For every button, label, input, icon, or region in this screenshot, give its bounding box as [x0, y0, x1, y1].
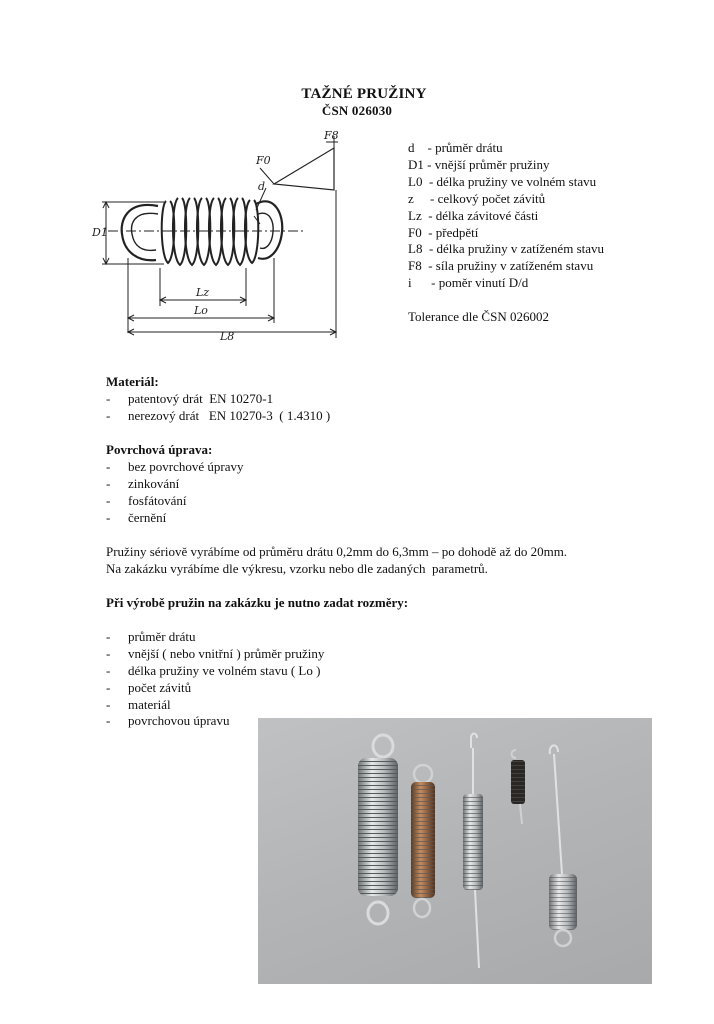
list-item: [106, 510, 244, 527]
list-item: [106, 680, 408, 697]
list-item: [106, 629, 408, 646]
bullet: -: [106, 713, 111, 729]
order-item: povrchovou úpravu: [128, 713, 230, 729]
legend-item: i - poměr vinutí D/d: [408, 275, 529, 291]
surface-item: fosfátování: [128, 492, 187, 508]
bullet: -: [106, 390, 111, 406]
label-d1: D1: [92, 226, 108, 239]
label-f0: F0: [256, 154, 271, 167]
standard-code: ČSN 026030: [321, 103, 393, 118]
order-heading: Při výrobě pružin na zakázku je nutno zadat rozměry:: [106, 595, 409, 610]
list-item: [106, 459, 244, 476]
material-item: nerezový drát EN 10270-3 ( 1.4310 ): [128, 407, 331, 423]
material-section: [106, 374, 330, 425]
list-item: [106, 663, 408, 680]
surface-section: [106, 442, 244, 527]
legend-item: z - celkový počet závitů: [408, 190, 546, 206]
label-l8: L8: [220, 330, 235, 343]
order-item: délka pružiny ve volném stavu ( Lo ): [128, 662, 321, 678]
symbol-legend: [408, 140, 604, 326]
list-item: [106, 493, 244, 510]
order-item: vnější ( nebo vnitřní ) průměr pružiny: [128, 645, 325, 661]
legend-item: Lz - délka závitové části: [408, 207, 539, 223]
order-item: počet závitů: [128, 679, 192, 695]
bullet: -: [106, 475, 111, 491]
spring-drawing: [88, 128, 358, 343]
legend-item: d - průměr drátu: [408, 140, 503, 155]
list-item: [106, 391, 330, 408]
production-section: [106, 544, 567, 578]
material-item: patentový drát EN 10270-1: [128, 390, 274, 406]
bullet: -: [106, 679, 111, 695]
label-d: d: [258, 180, 266, 193]
list-item: [106, 476, 244, 493]
label-lz: Lz: [196, 286, 210, 299]
label-f8: F8: [324, 129, 339, 142]
list-item: [106, 646, 408, 663]
surface-heading: Povrchová úprava:: [106, 442, 213, 457]
legend-item: D1 - vnější průměr pružiny: [408, 156, 550, 172]
bullet: -: [106, 509, 111, 525]
bullet: -: [106, 458, 111, 474]
order-item: materiál: [128, 696, 171, 712]
legend-item: L0 - délka pružiny ve volném stavu: [408, 173, 597, 189]
title-block: [0, 86, 714, 119]
legend-item: L8 - délka pružiny v zatíženém stavu: [408, 241, 605, 257]
label-lo: Lo: [194, 304, 208, 317]
surface-item: bez povrchové úpravy: [128, 458, 244, 474]
legend-item: F0 - předpětí: [408, 224, 479, 240]
list-item: [106, 408, 330, 425]
order-section: [106, 595, 408, 730]
springs-photo: [258, 718, 652, 984]
bullet: -: [106, 696, 111, 712]
bullet: -: [106, 645, 111, 661]
bullet: -: [106, 628, 111, 644]
surface-item: zinkování: [128, 475, 180, 491]
bullet: -: [106, 662, 111, 678]
production-line: Pružiny sériově vyrábíme od průměru drátu 0,2mm do 6,3mm – po dohodě až do 20mm.: [106, 544, 568, 559]
page-title: TAŽNÉ PRUŽINY: [301, 86, 427, 102]
list-item: [106, 697, 408, 714]
surface-item: černění: [128, 509, 167, 525]
production-line: Na zakázku vyrábíme dle výkresu, vzorku nebo dle zadaných parametrů.: [106, 560, 488, 576]
order-item: průměr drátu: [128, 628, 196, 644]
legend-item: F8 - síla pružiny v zatíženém stavu: [408, 258, 594, 274]
material-heading: Materiál:: [106, 374, 159, 389]
bullet: -: [106, 407, 111, 423]
tolerance-note: Tolerance dle ČSN 026002: [408, 309, 549, 325]
bullet: -: [106, 492, 111, 508]
springs-photo-art: [258, 718, 652, 984]
